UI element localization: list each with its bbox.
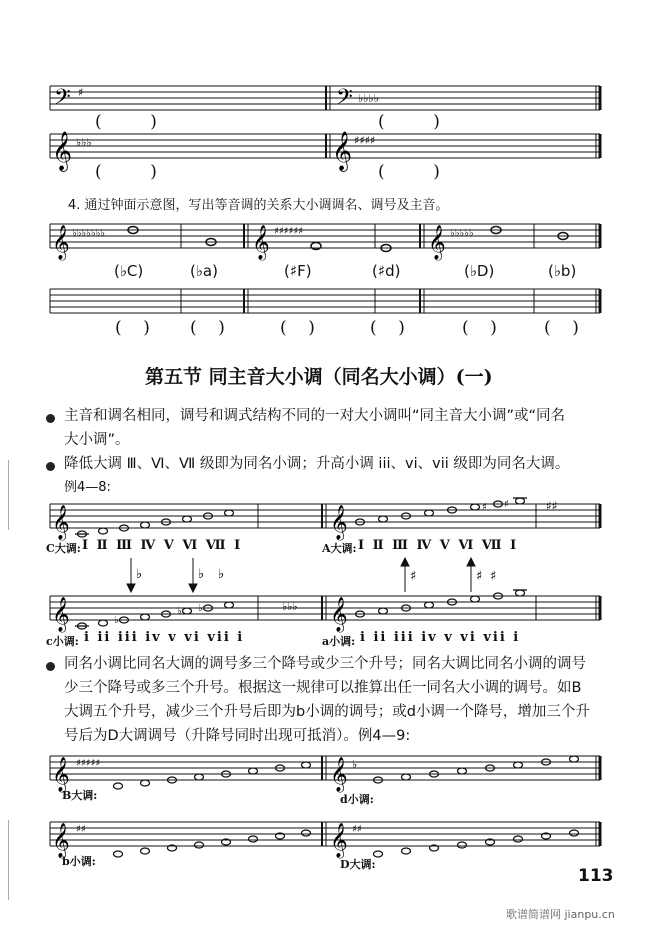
d-major-label: D大调:	[340, 858, 376, 871]
a-major-degrees: Ⅰ Ⅱ Ⅲ Ⅳ Ⅴ Ⅵ Ⅶ Ⅰ	[358, 538, 519, 553]
c-major-degrees: Ⅰ Ⅱ Ⅲ Ⅳ Ⅴ Ⅵ Ⅶ Ⅰ	[82, 538, 243, 553]
paragraph-1-line-2: 大小调”。	[64, 432, 130, 448]
svg-text:♯: ♯	[490, 569, 497, 584]
watermark-text: 歌谱简谱网 jianpu.cn	[506, 908, 615, 921]
svg-text:♭♭♭: ♭♭♭	[282, 600, 298, 613]
svg-text:♯♯: ♯♯	[546, 499, 558, 513]
svg-text:♭: ♭	[177, 606, 182, 617]
svg-text:𝄞: 𝄞	[252, 225, 270, 260]
bullet-icon	[46, 414, 55, 423]
svg-text:♭♭♭♭♭: ♭♭♭♭♭	[450, 228, 474, 239]
svg-text:𝄢: 𝄢	[336, 85, 353, 115]
svg-text:♭: ♭	[198, 567, 205, 582]
svg-text:♯: ♯	[504, 499, 509, 510]
svg-text:𝄞: 𝄞	[52, 823, 70, 858]
svg-text:𝄞: 𝄞	[52, 505, 70, 540]
page-number: 113	[578, 866, 614, 886]
svg-text:♯: ♯	[410, 569, 417, 584]
treble-clef-icon: 𝄞	[52, 131, 73, 171]
bullet-icon	[46, 662, 55, 671]
key-label-d-flat: (♭D)	[464, 262, 495, 280]
svg-text:♯♯♯♯: ♯♯♯♯	[354, 134, 376, 147]
c-major-label: C大调:	[46, 542, 81, 555]
paragraph-3-line-1: 同名小调比同名大调的调号多三个降号或少三个升号；同名大调比同名小调的调号	[64, 656, 586, 672]
example-4-8-major-staff	[48, 494, 628, 544]
svg-text:𝄞: 𝄞	[52, 757, 70, 792]
svg-text:♭♭♭♭♭♭♭: ♭♭♭♭♭♭♭	[72, 228, 106, 239]
a-minor-label: a小调:	[322, 635, 356, 648]
svg-text:♯♯: ♯♯	[76, 824, 86, 835]
b-major-label: B大调:	[62, 789, 98, 802]
svg-text:♭: ♭	[198, 603, 203, 614]
blank-parens: ( )	[95, 162, 157, 182]
blank-parens: ( )	[378, 162, 440, 182]
paragraph-3-line-2: 少三个降号或多三个升号。根据这一规律可以推算出任一同名大小调的调号。如B	[64, 680, 582, 696]
b-minor-label: b小调:	[62, 855, 96, 868]
svg-text:𝄞: 𝄞	[428, 225, 446, 260]
svg-text:𝄞: 𝄞	[332, 131, 353, 171]
key-label-c-flat: (♭C)	[114, 262, 144, 280]
svg-text:♯♯♯♯♯♯: ♯♯♯♯♯♯	[274, 226, 304, 237]
svg-text:♯♯: ♯♯	[352, 824, 362, 835]
blank-parens: ( )	[190, 318, 225, 338]
margin-mark	[8, 460, 9, 530]
svg-text:𝄞: 𝄞	[330, 505, 348, 540]
svg-text:♯: ♯	[476, 569, 483, 584]
blank-parens: ( )	[462, 318, 497, 338]
paragraph-3-line-3: 大调五个升号，减少三个升号后即为b小调的调号；或d小调一个降号，增加三个升	[64, 704, 590, 720]
bass-clef-icon: 𝄢	[54, 85, 71, 115]
svg-text:𝄞: 𝄞	[330, 597, 348, 632]
example-4-9-staff-upper	[48, 748, 628, 798]
svg-text:♭: ♭	[136, 567, 143, 582]
key-label-a-flat: (♭a)	[190, 262, 218, 280]
key-label-b-flat: (♭b)	[548, 262, 577, 280]
exercise-4-staff	[48, 220, 608, 260]
paragraph-3-line-4: 号后为D大调调号（升降号同时出现可抵消）。例4—9:	[64, 728, 411, 744]
svg-text:♯: ♯	[482, 502, 487, 513]
blank-parens: ( )	[280, 318, 315, 338]
example-4-9-staff-lower	[48, 814, 628, 864]
margin-mark	[8, 820, 9, 900]
svg-text:♭: ♭	[114, 615, 119, 626]
exercise-4-instruction: 4. 通过钟面示意图，写出等音调的关系大小调调名、调号及主音。	[68, 198, 449, 213]
blank-parens: ( )	[378, 112, 440, 132]
bullet-icon	[46, 462, 55, 471]
key-label-d-sharp: (♯d)	[372, 262, 401, 280]
paragraph-1-line-1: 主音和调名相同，调号和调式结构不同的一对大小调叫“同主音大小调”或“同名	[64, 408, 566, 424]
c-minor-degrees: i ii iii iv v vi vii i	[84, 630, 245, 645]
blank-parens: ( )	[95, 112, 157, 132]
example-4-8-label: 例4—8:	[64, 480, 111, 495]
svg-text:𝄞: 𝄞	[330, 823, 348, 858]
section-title: 第五节 同主音大小调（同名大小调）(一)	[145, 366, 493, 388]
svg-text:𝄞: 𝄞	[52, 597, 70, 632]
svg-text:𝄞: 𝄞	[52, 225, 70, 260]
svg-text:♭♭♭: ♭♭♭	[76, 136, 92, 149]
svg-text:♭: ♭	[218, 567, 225, 582]
svg-text:♭♭♭♭: ♭♭♭♭	[358, 92, 379, 105]
c-minor-label: c小调:	[46, 635, 79, 648]
a-minor-degrees: i ii iii iv v vi vii i	[360, 630, 521, 645]
svg-text:𝄞: 𝄞	[330, 757, 348, 792]
blank-parens: ( )	[115, 318, 150, 338]
a-major-label: A大调:	[322, 542, 357, 555]
key-label-f-sharp: (♯F)	[284, 262, 312, 280]
paragraph-2-line-1: 降低大调 Ⅲ、Ⅵ、Ⅶ 级即为同名小调；升高小调 iii、vi、vii 级即为同名大调。	[64, 456, 570, 472]
d-minor-label: d小调:	[340, 793, 374, 806]
svg-text:♯♯♯♯♯: ♯♯♯♯♯	[76, 758, 101, 769]
blank-parens: ( )	[544, 318, 579, 338]
svg-text:♭: ♭	[352, 758, 358, 771]
svg-text:♯: ♯	[78, 86, 84, 99]
blank-parens: ( )	[370, 318, 405, 338]
